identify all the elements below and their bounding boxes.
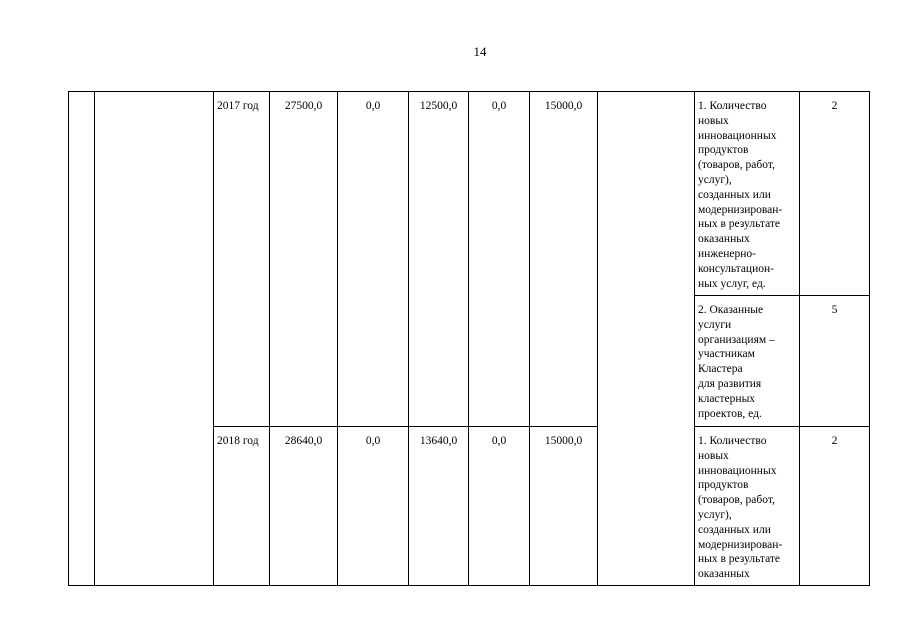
indicator-name	[695, 427, 800, 586]
indicator-line: Кластера	[698, 363, 743, 376]
cell-executor	[598, 92, 695, 586]
indicator-value: 2	[800, 427, 870, 586]
cell-col3: 0,0	[469, 427, 530, 586]
indicator-line: консультацион-	[698, 262, 774, 275]
indicator-line: ных услуг, ед.	[698, 277, 766, 290]
cell-col2: 12500,0	[409, 92, 469, 427]
indicator-value: 2	[800, 92, 870, 296]
indicator-line: услуг),	[698, 508, 732, 521]
indicator-line: 1. Количество	[698, 100, 767, 112]
indicator-line: (товаров, работ,	[698, 159, 775, 172]
indicator-line: участникам	[698, 348, 755, 361]
cell-col1: 0,0	[338, 427, 409, 586]
cell-total: 27500,0	[270, 92, 338, 427]
cell-col1: 0,0	[338, 92, 409, 427]
indicator-line: организациям –	[698, 333, 775, 346]
indicator-line: ных в результате	[698, 553, 780, 566]
indicator-line: оказанных	[698, 568, 750, 581]
indicator-line: оказанных	[698, 233, 750, 246]
indicator-line: продуктов	[698, 479, 749, 492]
funding-table	[68, 91, 870, 586]
cell-event-name	[95, 92, 214, 586]
indicator-line: 2. Оказанные	[698, 304, 764, 316]
indicator-line: созданных или	[698, 523, 771, 536]
cell-year: 2018 год	[214, 427, 270, 586]
cell-number	[69, 92, 95, 586]
indicator-line: ных в результате	[698, 218, 780, 231]
indicator-value: 5	[800, 296, 870, 427]
page-number: 14	[473, 44, 487, 59]
cell-col4: 15000,0	[530, 427, 598, 586]
cell-total: 28640,0	[270, 427, 338, 586]
indicator-line: кластерных	[698, 392, 756, 405]
indicator-line: 1. Количество	[698, 435, 767, 447]
indicator-name	[695, 296, 800, 427]
indicator-line: услуг),	[698, 173, 732, 186]
indicator-line: модернизирован-	[698, 538, 783, 551]
indicator-line: проектов, ед.	[698, 407, 762, 420]
cell-col3: 0,0	[469, 92, 530, 427]
indicator-line: инновационных	[698, 464, 777, 477]
indicator-line: (товаров, работ,	[698, 494, 775, 507]
cell-year: 2017 год	[214, 92, 270, 427]
indicator-line: созданных или	[698, 188, 771, 201]
indicator-line: модернизирован-	[698, 203, 783, 216]
table-row	[69, 92, 870, 296]
indicator-line: инженерно-	[698, 247, 756, 260]
indicator-line: услуги	[698, 318, 732, 331]
indicator-line: продуктов	[698, 144, 749, 157]
cell-col4: 15000,0	[530, 92, 598, 427]
indicator-line: для развития	[698, 377, 762, 390]
indicator-line: новых	[698, 114, 729, 127]
indicator-line: новых	[698, 449, 729, 462]
indicator-name	[695, 92, 800, 296]
cell-col2: 13640,0	[409, 427, 469, 586]
indicator-line: инновационных	[698, 129, 777, 142]
